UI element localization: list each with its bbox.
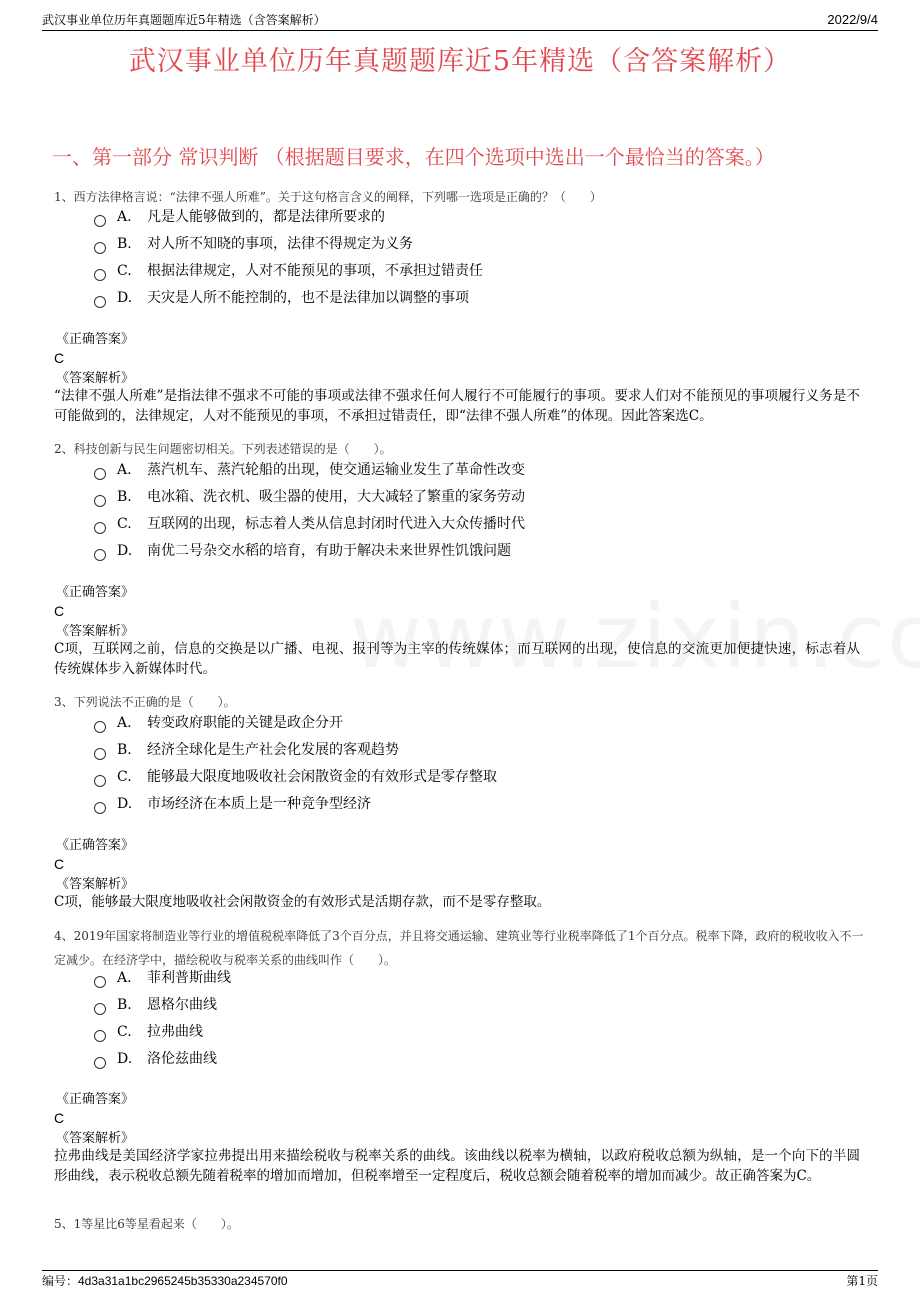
question-4-answer: C <box>54 1110 65 1126</box>
question-4-option-c[interactable] <box>94 1021 854 1043</box>
question-2-text: 2、科技创新与民生问题密切相关。下列表述错误的是（ ）。 <box>54 442 392 456</box>
question-1-option-d[interactable] <box>94 287 854 309</box>
option-text: 能够最大限度地吸收社会闲散资金的有效形式是零存整取 <box>147 769 497 785</box>
section-title: 一、第一部分 常识判断 （根据题目要求，在四个选项中选出一个最恰当的答案。） <box>52 145 775 169</box>
option-letter: B. <box>117 742 132 758</box>
header-doc-title: 武汉事业单位历年真题题库近5年精选（含答案解析） <box>42 13 326 27</box>
answer-label: 《正确答案》 <box>56 332 135 347</box>
answer-label: 《正确答案》 <box>56 1092 135 1107</box>
question-3-answer: C <box>54 856 65 872</box>
question-1-option-c[interactable] <box>94 260 854 282</box>
question-4-option-d[interactable] <box>94 1048 854 1070</box>
radio-icon[interactable] <box>94 296 106 308</box>
option-text: 蒸汽机车、蒸汽轮船的出现，使交通运输业发生了革命性改变 <box>147 462 525 478</box>
option-letter: C. <box>117 516 132 532</box>
radio-icon[interactable] <box>94 802 106 814</box>
option-text: 凡是人能够做到的，都是法律所要求的 <box>147 209 385 225</box>
radio-icon[interactable] <box>94 549 106 561</box>
option-text: 洛伦兹曲线 <box>147 1051 217 1067</box>
question-4-text: 4、2019年国家将制造业等行业的增值税税率降低了3个百分点，并且将交通运输、建筑业等行业税率降低了1个百分点。税率下降，政府的税收收入不一定减少。在经济学中，描绘税收与税率关系的曲线叫作（ ）。 <box>54 929 864 967</box>
radio-icon[interactable] <box>94 1030 106 1042</box>
question-2-option-d[interactable] <box>94 540 854 562</box>
option-text: 南优二号杂交水稻的培育，有助于解决未来世界性饥饿问题 <box>147 543 511 559</box>
question-2-option-c[interactable] <box>94 513 854 535</box>
question-2-option-a[interactable] <box>94 459 854 481</box>
option-letter: B. <box>117 236 132 252</box>
option-text: 对人所不知晓的事项，法律不得规定为义务 <box>147 236 413 252</box>
page-title: 武汉事业单位历年真题题库近5年精选（含答案解析） <box>128 46 792 77</box>
radio-icon[interactable] <box>94 748 106 760</box>
explanation-label: 《答案解析》 <box>56 371 135 386</box>
document-id: 编号：4d3a31a1bc2965245b35330a234570f0 <box>42 1274 288 1288</box>
radio-icon[interactable] <box>94 242 106 254</box>
option-letter: A. <box>117 209 132 225</box>
option-letter: D. <box>117 796 133 812</box>
question-3-option-b[interactable] <box>94 739 854 761</box>
option-letter: D. <box>117 290 133 306</box>
radio-icon[interactable] <box>94 468 106 480</box>
question-2-option-b[interactable] <box>94 486 854 508</box>
explanation-label: 《答案解析》 <box>56 877 135 892</box>
header-date: 2022/9/4 <box>827 12 878 27</box>
question-3-option-d[interactable] <box>94 793 854 815</box>
radio-icon[interactable] <box>94 976 106 988</box>
explanation-label: 《答案解析》 <box>56 624 135 639</box>
option-letter: B. <box>117 997 132 1013</box>
radio-icon[interactable] <box>94 495 106 507</box>
option-text: 拉弗曲线 <box>147 1024 203 1040</box>
option-text: 天灾是人所不能控制的，也不是法律加以调整的事项 <box>147 290 469 306</box>
page-footer <box>42 1270 878 1291</box>
radio-icon[interactable] <box>94 775 106 787</box>
question-3-explanation: C项，能够最大限度地吸收社会闲散资金的有效形式是活期存款，而不是零存整取。 <box>54 894 551 910</box>
question-4-option-a[interactable] <box>94 967 854 989</box>
question-5-text: 5、1等星比6等星看起来（ ）。 <box>54 1217 239 1231</box>
option-text: 菲利普斯曲线 <box>147 970 231 986</box>
option-letter: C. <box>117 769 132 785</box>
option-letter: A. <box>117 462 132 478</box>
radio-icon[interactable] <box>94 215 106 227</box>
radio-icon[interactable] <box>94 269 106 281</box>
option-text: 互联网的出现，标志着人类从信息封闭时代进入大众传播时代 <box>147 516 525 532</box>
radio-icon[interactable] <box>94 522 106 534</box>
question-3-option-a[interactable] <box>94 712 854 734</box>
option-letter: A. <box>117 970 132 986</box>
option-letter: A. <box>117 715 132 731</box>
question-3-text: 3、下列说法不正确的是（ ）。 <box>54 695 236 709</box>
option-text: 电冰箱、洗衣机、吸尘器的使用，大大减轻了繁重的家务劳动 <box>147 489 525 505</box>
radio-icon[interactable] <box>94 721 106 733</box>
question-1-text: 1、西方法律格言说：“法律不强人所难”。关于这句格言含义的阐释，下列哪一选项是正确的？（ ） <box>54 190 602 204</box>
question-2-answer: C <box>54 603 65 619</box>
question-1-option-a[interactable] <box>94 206 854 228</box>
question-1-explanation: “法律不强人所难”是指法律不强求不可能的事项或法律不强求任何人履行不可能履行的事项。要求人们对不能预见的事项履行义务是不可能做到的，法律规定，人对不能预见的事项，不承担过错责任，即“法律不强人所难”的体现。因此答案选C。 <box>54 388 860 424</box>
option-text: 转变政府职能的关键是政企分开 <box>147 715 343 731</box>
question-2-explanation: C项，互联网之前，信息的交换是以广播、电视、报刊等为主宰的传统媒体；而互联网的出现，使信息的交流更加便捷快速，标志着从传统媒体步入新媒体时代。 <box>54 641 860 677</box>
answer-label: 《正确答案》 <box>56 585 135 600</box>
question-4-explanation: 拉弗曲线是美国经济学家拉弗提出用来描绘税收与税率关系的曲线。该曲线以税率为横轴，以政府税收总额为纵轴，是一个向下的半圆形曲线，表示税收总额先随着税率的增加而增加，但税率增至一定程度后，税收总额会随着税率的增加而减少。故正确答案为C。 <box>54 1148 860 1184</box>
option-letter: D. <box>117 543 133 559</box>
question-4-option-b[interactable] <box>94 994 854 1016</box>
radio-icon[interactable] <box>94 1003 106 1015</box>
option-letter: C. <box>117 1024 132 1040</box>
radio-icon[interactable] <box>94 1057 106 1069</box>
question-3-option-c[interactable] <box>94 766 854 788</box>
option-text: 市场经济在本质上是一种竞争型经济 <box>147 796 371 812</box>
option-text: 经济全球化是生产社会化发展的客观趋势 <box>147 742 399 758</box>
option-letter: B. <box>117 489 132 505</box>
question-1-answer: C <box>54 350 65 366</box>
question-1-option-b[interactable] <box>94 233 854 255</box>
answer-label: 《正确答案》 <box>56 838 135 853</box>
option-text: 恩格尔曲线 <box>147 997 217 1013</box>
option-letter: C. <box>117 263 132 279</box>
explanation-label: 《答案解析》 <box>56 1131 135 1146</box>
option-letter: D. <box>117 1051 133 1067</box>
option-text: 根据法律规定，人对不能预见的事项，不承担过错责任 <box>147 263 483 279</box>
running-header <box>42 10 878 31</box>
page-number: 第1页 <box>846 1274 878 1288</box>
